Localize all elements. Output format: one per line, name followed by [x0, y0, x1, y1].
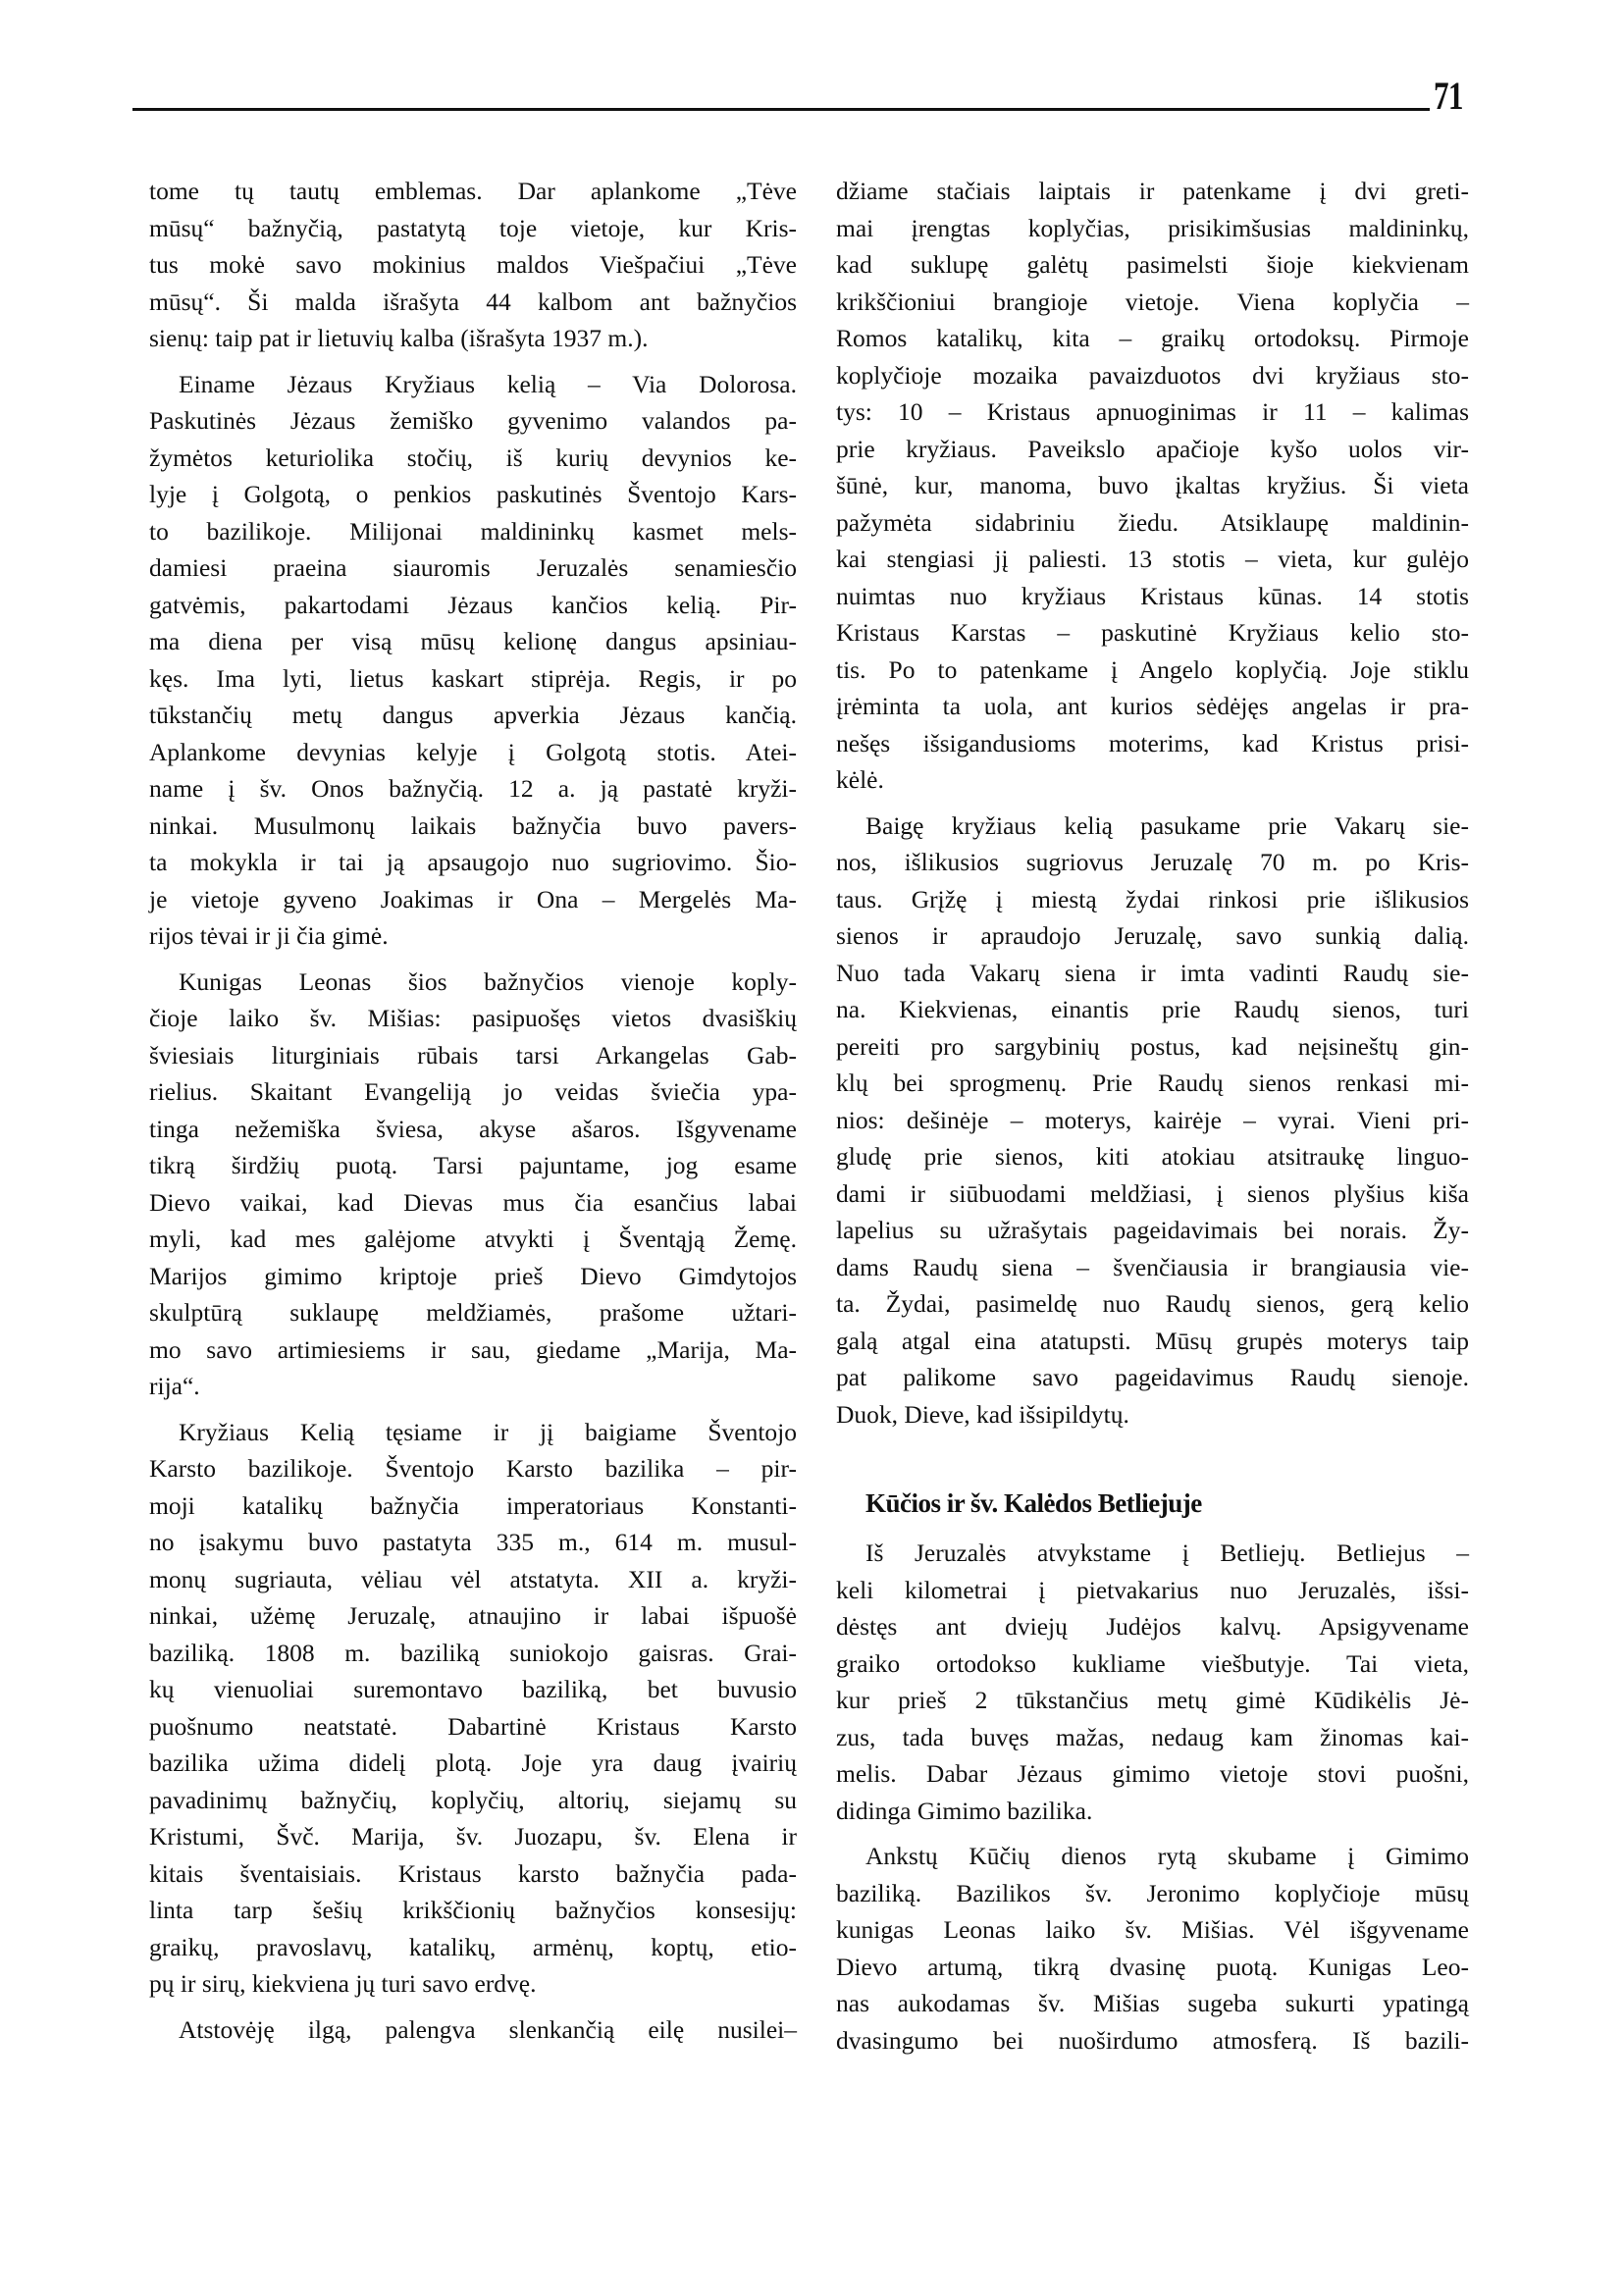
text-line: no įsakymu buvo pastatyta 335 m., 614 m. musul-	[149, 1528, 797, 1556]
text-line: tis. Po to patenkame į Angelo koplyčią. Joje stiklu	[836, 654, 1469, 684]
text-line: taus. Grįžę į miestą žydai rinkosi prie išlikusios	[836, 884, 1469, 913]
text-line: tinga nežemiška šviesa, akyse ašaros. Išgyvename	[149, 1114, 797, 1143]
text-line: tome tų tautų emblemas. Dar aplankome „Tėve	[149, 177, 797, 205]
text-line: kų vienuoliai suremontavo baziliką, bet buvusio	[149, 1675, 797, 1703]
text-line: mūsų“. Ši malda išrašyta 44 kalbom ant bažnyčios	[149, 287, 797, 316]
text-line: kęs. Ima lyti, lietus kaskart stiprėja. Regis, ir po	[149, 663, 797, 693]
text-line: kai stengiasi jį paliesti. 13 stotis – vieta, kur gulėjo	[836, 545, 1469, 573]
page-number: 71	[1434, 74, 1463, 118]
text-line: krikščioniui brangioje vietoje. Viena koplyčia –	[836, 287, 1469, 316]
text-line: lyje į Golgotą, o penkios paskutinės Šventojo Kars-	[149, 480, 797, 508]
text-line: Paskutinės Jėzaus žemiško gyvenimo valandos pa-	[149, 406, 797, 435]
paragraph	[149, 964, 797, 1405]
text-line: tys: 10 – Kristaus apnuoginimas ir 11 – kalimas	[836, 397, 1469, 426]
text-line: šviesiais liturginiais rūbais tarsi Arkangelas Gab-	[149, 1040, 797, 1069]
text-line: dėstęs ant dviejų Judėjos kalvų. Apsigyvename	[836, 1612, 1469, 1641]
text-line: kad suklupę galėtų pasimelsti šioje kiekvienam	[836, 250, 1469, 279]
text-line: gludę prie sienos, kiti atokiau atsitraukę linguo-	[836, 1142, 1469, 1171]
text-line: pereiti pro sargybinių postus, kad neįsineštų gin-	[836, 1031, 1469, 1061]
text-line: didinga Gimimo bazilika.	[836, 1796, 1093, 1825]
text-line: Karsto bazilikoje. Šventojo Karsto bazilika – pir-	[149, 1454, 797, 1483]
left-column	[149, 173, 797, 2057]
text-line: dvasingumo bei nuoširdumo atmosferą. Iš bazili-	[836, 2025, 1469, 2055]
text-line: sienos ir apraudojo Jeruzalę, savo sunkią dalią.	[836, 921, 1469, 950]
text-line: to bazilikoje. Milijonai maldininkų kasmet mels-	[149, 516, 797, 546]
text-line: nešęs išsigandusioms moterims, kad Kristus prisi-	[836, 728, 1469, 757]
text-line: Kryžiaus Kelią tęsiame ir jį baigiame Šventojo	[179, 1417, 797, 1446]
paragraph	[149, 2011, 797, 2049]
text-line: ninkai, užėmę Jeruzalę, atnaujino ir labai išpuošė	[149, 1601, 797, 1630]
text-line: mo savo artimiesiems ir sau, giedame „Marija, Ma-	[149, 1334, 797, 1364]
text-line: Ankstų Kūčių dienos rytą skubame į Gimimo	[865, 1842, 1469, 1870]
text-line: džiame stačiais laiptais ir patenkame į dvi greti-	[836, 177, 1469, 205]
text-line: graiko ortodokso kukliame viešbutyje. Tai vieta,	[836, 1648, 1469, 1678]
paragraph	[836, 808, 1469, 1434]
text-line: Dievo artumą, tikrą dvasinę puotą. Kunigas Leo-	[836, 1952, 1469, 1981]
text-line: nuimtas nuo kryžiaus Kristaus kūnas. 14 stotis	[836, 581, 1469, 610]
paragraph	[836, 1838, 1469, 2059]
text-line: Atstovėję ilgą, palengva slenkančią eilę nusilei–	[179, 2014, 797, 2044]
paragraph	[149, 1414, 797, 2003]
text-line: ma diena per visą mūsų kelionę dangus apsiniau-	[149, 627, 797, 655]
text-line: šūnė, kur, manoma, buvo įkaltas kryžius. Ši vieta	[836, 471, 1469, 499]
text-line: kur prieš 2 tūkstančius metų gimė Kūdikėlis Jė-	[836, 1686, 1469, 1714]
text-line: Dievo vaikai, kad Dievas mus čia esančius labai	[149, 1187, 797, 1217]
page-header	[132, 74, 1482, 118]
text-line: nos, išlikusios sugriovus Jeruzalę 70 m. po Kris-	[836, 848, 1469, 876]
text-line: rielius. Skaitant Evangeliją jo veidas šviečia ypa-	[149, 1077, 797, 1106]
paragraph	[836, 1535, 1469, 1829]
text-line: lapelius su užrašytais pageidavimais bei norais. Žy-	[836, 1216, 1469, 1244]
section-body	[836, 1535, 1469, 2059]
text-line: melis. Dabar Jėzaus gimimo vietoje stovi puošni,	[836, 1759, 1469, 1788]
text-line: ta. Žydai, pasimeldę nuo Raudų sienos, gerą kelio	[836, 1289, 1469, 1318]
text-line: Aplankome devynias kelyje į Golgotą stotis. Atei-	[149, 737, 797, 766]
text-line: monų sugriauta, vėliau vėl atstatyta. XII a. kryži-	[149, 1564, 797, 1593]
text-line: kitais šventaisiais. Kristaus karsto bažnyčia pada-	[149, 1858, 797, 1888]
text-line: mūsų“ bažnyčią, pastatytą toje vietoje, kur Kris-	[149, 213, 797, 242]
text-line: dami ir siūbuodami meldžiasi, į sienos plyšius kiša	[836, 1178, 1469, 1208]
text-line: rija“.	[149, 1372, 200, 1400]
text-line: baziliką. Bazilikos šv. Jeronimo koplyčioje mūsų	[836, 1878, 1469, 1907]
text-line: keli kilometrai į pietvakarius nuo Jeruzalės, išsi-	[836, 1575, 1469, 1604]
right-column-body	[836, 173, 1469, 1433]
text-line: tikrą širdžių puotą. Tarsi pajuntame, jog esame	[149, 1151, 797, 1179]
text-line: prie kryžiaus. Paveikslo apačioje kyšo uolos vir-	[836, 434, 1469, 463]
text-line: damiesi praeina siauromis Jeruzalės senamiesčio	[149, 553, 797, 582]
paragraph	[149, 366, 797, 955]
text-line: klų bei sprogmenų. Prie Raudų sienos renkasi mi-	[836, 1069, 1469, 1097]
text-line: pat palikome savo pageidavimus Raudų sienoje.	[836, 1363, 1469, 1391]
text-line: mai įrengtas koplyčias, prisikimšusias maldininkų,	[836, 213, 1469, 242]
text-line: skulptūrą suklaupę meldžiamės, prašome užtari-	[149, 1298, 797, 1327]
text-line: ta mokykla ir tai ją apsaugojo nuo sugriovimo. Šio-	[149, 848, 797, 876]
text-line: Kristumi, Švč. Marija, šv. Juozapu, šv. Elena ir	[149, 1822, 797, 1851]
text-line: name į šv. Onos bažnyčią. 12 a. ją pastatė kryži-	[149, 774, 797, 803]
text-line: koplyčioje mozaika pavaizduotos dvi kryžiaus sto-	[836, 360, 1469, 390]
text-line: žymėtos keturiolika stočių, iš kurių devynios ke-	[149, 443, 797, 472]
text-line: Duok, Dieve, kad išsipildytų.	[836, 1399, 1129, 1429]
text-line: tūkstančių metų dangus apverkia Jėzaus kančią.	[149, 701, 797, 729]
text-line: kėlė.	[836, 765, 884, 794]
text-line: moji katalikų bažnyčia imperatoriaus Konstanti-	[149, 1490, 797, 1520]
text-line: linta tarp šešių krikščionių bažnyčios konsesijų:	[149, 1896, 797, 1924]
text-line: Kristaus Karstas – paskutinė Kryžiaus kelio sto-	[836, 618, 1469, 647]
text-line: zus, tada buvęs mažas, nedaug kam žinomas kai-	[836, 1722, 1469, 1751]
text-line: Einame Jėzaus Kryžiaus kelią – Via Dolorosa.	[179, 369, 797, 398]
right-column	[836, 173, 1469, 2067]
text-line: rijos tėvai ir ji čia gimė.	[149, 921, 389, 950]
text-line: Baigę kryžiaus kelią pasukame prie Vakarų sie-	[865, 810, 1469, 840]
paragraph	[836, 173, 1469, 799]
text-line: pažymėta sidabriniu žiedu. Atsiklaupę maldinin-	[836, 507, 1469, 537]
text-line: bazilika užima didelį plotą. Joje yra daug įvairių	[149, 1748, 797, 1777]
text-line: na. Kiekvienas, einantis prie Raudų sienos, turi	[836, 995, 1469, 1023]
text-line: Nuo tada Vakarų siena ir imta vadinti Raudų sie-	[836, 958, 1469, 987]
text-line: Kunigas Leonas šios bažnyčios vienoje koply-	[179, 966, 797, 996]
text-line: myli, kad mes galėjome atvykti į Šventąją Žemę.	[149, 1225, 797, 1253]
text-line: pų ir sirų, kiekviena jų turi savo erdvę.	[149, 1969, 537, 1998]
header-rule	[132, 108, 1430, 111]
text-line: puošnumo neatstatė. Dabartinė Kristaus Karsto	[149, 1711, 797, 1741]
text-line: kunigas Leonas laiko šv. Mišias. Vėl išgyvename	[836, 1915, 1469, 1944]
section-heading: Kūčios ir šv. Kalėdos Betliejuje	[865, 1488, 1202, 1518]
text-line: sienų: taip pat ir lietuvių kalba (išrašyta 1937 m.).	[149, 324, 649, 352]
paragraph	[149, 173, 797, 357]
text-line: nios: dešinėje – moterys, kairėje – vyrai. Vieni pri-	[836, 1105, 1469, 1134]
text-line: pavadinimų bažnyčių, koplyčių, altorių, siejamų su	[149, 1785, 797, 1814]
text-line: dams Raudų siena – švenčiausia ir brangiausia vie-	[836, 1252, 1469, 1281]
text-line: gatvėmis, pakartodami Jėzaus kančios kelią. Pir-	[149, 590, 797, 619]
text-line: ninkai. Musulmonų laikais bažnyčia buvo pavers-	[149, 810, 797, 840]
text-line: Romos katalikų, kita – graikų ortodoksų. Pirmoje	[836, 324, 1469, 352]
text-line: Iš Jeruzalės atvykstame į Betliejų. Betliejus –	[865, 1539, 1469, 1567]
text-line: je vietoje gyveno Joakimas ir Ona – Mergelės Ma-	[149, 884, 797, 913]
text-line: nas aukodamas šv. Mišias sugeba sukurti ypatingą	[836, 1989, 1469, 2017]
text-line: čioje laiko šv. Mišias: pasipuošęs vietos dvasiškių	[149, 1004, 797, 1032]
text-line: graikų, pravoslavų, katalikų, armėnų, koptų, etio-	[149, 1932, 797, 1961]
text-line: įrėminta ta uola, ant kurios sėdėjęs angelas ir pra-	[836, 692, 1469, 720]
text-line: Marijos gimimo kriptoje prieš Dievo Gimdytojos	[149, 1261, 797, 1290]
text-line: baziliką. 1808 m. baziliką suniokojo gaisras. Grai-	[149, 1638, 797, 1667]
text-line: tus mokė savo mokinius maldos Viešpačiui „Tėve	[149, 250, 797, 279]
text-line: galą atgal eina atatupsti. Mūsų grupės moterys taip	[836, 1326, 1469, 1355]
